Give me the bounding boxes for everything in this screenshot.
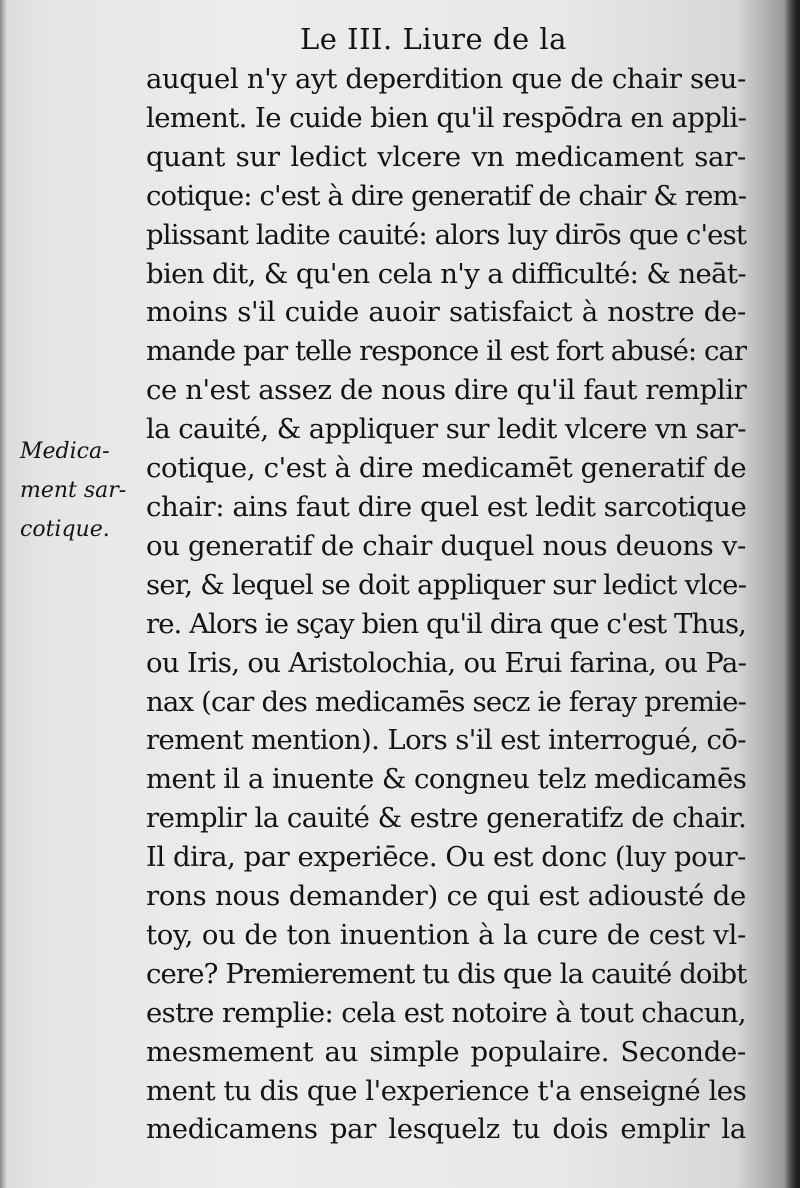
text-line: remplir la cauité & estre generatifz de chair. xyxy=(146,802,747,835)
text-line: toy, ou de ton inuention à la cure de cest vl- xyxy=(146,918,746,951)
text-line: ou Iris, ou Aristolochia, ou Erui farina, ou Pa- xyxy=(146,646,747,679)
text-line: ce n'est assez de nous dire qu'il faut remplir xyxy=(146,374,747,407)
text-line: la cauité, & appliquer sur ledit vlcere vn sar- xyxy=(146,413,746,446)
margin-note-line: cotique. xyxy=(20,517,110,542)
text-line: auquel n'y ayt deperdition que de chair seu- xyxy=(146,63,746,95)
margin-note xyxy=(20,432,140,549)
text-line: ou generatif de chair duquel nous deuons v- xyxy=(146,529,746,562)
text-line: cotique: c'est à dire generatif de chair & rem- xyxy=(146,179,747,212)
text-line: cotique, c'est à dire medicamēt generatif de xyxy=(146,452,747,485)
text-line: nax (car des medicamēs secz ie feray premie- xyxy=(146,685,746,718)
text-line: lement. Ie cuide bien qu'il respōdra en appli- xyxy=(146,101,747,134)
margin-note-line: Medica- xyxy=(20,439,110,464)
page-fore-edge-shadow xyxy=(784,0,800,1188)
text-line: rons nous demander) ce qui est adiousté de xyxy=(146,880,746,913)
text-line: moins s'il cuide auoir satisfaict à nostre de- xyxy=(146,296,746,329)
text-line: estre remplie: cela est notoire à tout chacun, xyxy=(146,996,746,1029)
text-line: mande par telle responce il est fort abusé: car xyxy=(146,335,746,368)
text-line: rement mention). Lors s'il est interrogué, cō- xyxy=(146,724,746,757)
text-line: quant sur ledict vlcere vn medicament sar- xyxy=(146,140,746,173)
text-line: chair: ains faut dire quel est ledit sarcotique xyxy=(146,490,747,523)
text-line: cere? Premierement tu dis que la cauité doibt xyxy=(146,957,747,990)
running-head: Le III. Liure de la xyxy=(300,22,567,56)
text-line: ment il a inuente & congneu telz medicamēs xyxy=(146,763,747,796)
text-line: medicamens par lesquelz tu dois emplir la xyxy=(146,1113,746,1146)
text-line: Il dira, par experiēce. Ou est donc (luy pour- xyxy=(146,841,746,874)
text-line: re. Alors ie sçay bien qu'il dira que c'est Thus, xyxy=(146,607,746,640)
text-line: mesmement au simple populaire. Seconde- xyxy=(146,1035,746,1068)
text-line: plissant ladite cauité: alors luy dirōs que c'est xyxy=(146,218,747,251)
page-gutter-edge xyxy=(0,0,6,1188)
text-line: ser, & lequel se doit appliquer sur ledict vlce- xyxy=(146,568,747,601)
body-text xyxy=(146,60,746,1149)
margin-note-line: ment sar- xyxy=(20,478,127,503)
text-line: bien dit, & qu'en cela n'y a difficulté: & neāt- xyxy=(146,257,746,290)
text-line: ment tu dis que l'experience t'a enseigné les xyxy=(146,1074,747,1107)
